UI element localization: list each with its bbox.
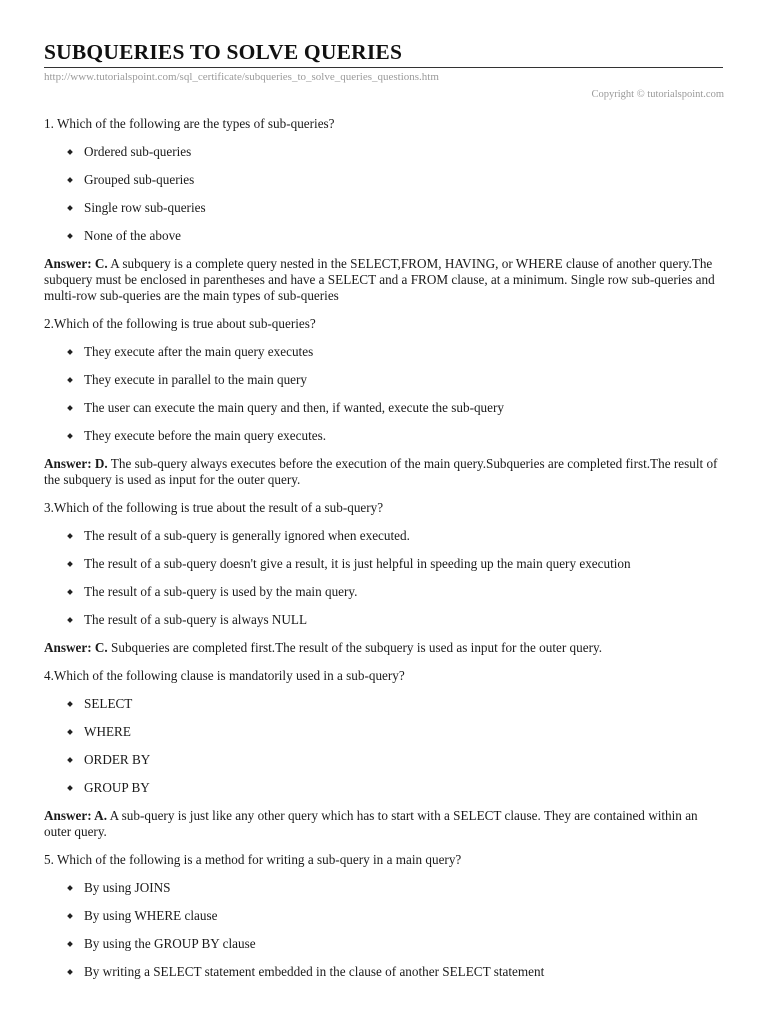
title-divider: [44, 67, 723, 68]
question-text: 2.Which of the following is true about sub-queries?: [44, 316, 316, 331]
answer-label: Answer: C.: [44, 640, 108, 655]
diamond-bullet-icon: [67, 757, 73, 763]
question-list: [44, 116, 724, 992]
question-block-2: [44, 316, 724, 488]
source-url-link[interactable]: http://www.tutorialspoint.com/sql_certificate/subqueries_to_solve_queries_questions.htm: [44, 71, 439, 83]
option-text: The result of a sub-query is used by the main query.: [84, 584, 358, 599]
option-item: [68, 936, 724, 952]
answer-explanation: [44, 808, 724, 840]
answer-text: A sub-query is just like any other query which has to start with a SELECT clause. They are contained within an outer query.: [44, 808, 698, 839]
answer-explanation: [44, 256, 724, 304]
diamond-bullet-icon: [67, 913, 73, 919]
question-text: 5. Which of the following is a method for writing a sub-query in a main query?: [44, 852, 462, 867]
diamond-bullet-icon: [67, 589, 73, 595]
diamond-bullet-icon: [67, 149, 73, 155]
question-block-5: [44, 852, 724, 980]
question-text: 4.Which of the following clause is mandatorily used in a sub-query?: [44, 668, 405, 683]
diamond-bullet-icon: [67, 561, 73, 567]
diamond-bullet-icon: [67, 785, 73, 791]
option-text: They execute in parallel to the main query: [84, 372, 307, 387]
option-text: The result of a sub-query is generally ignored when executed.: [84, 528, 410, 543]
question-block-3: [44, 500, 724, 656]
option-item: [68, 228, 724, 244]
option-list: [44, 144, 724, 244]
diamond-bullet-icon: [67, 233, 73, 239]
option-text: The result of a sub-query is always NULL: [84, 612, 308, 627]
question-text: 3.Which of the following is true about the result of a sub-query?: [44, 500, 384, 515]
option-item: [68, 696, 724, 712]
option-text: ORDER BY: [84, 752, 151, 767]
option-item: [68, 144, 724, 160]
option-text: They execute after the main query executes: [84, 344, 314, 359]
option-item: [68, 344, 724, 360]
option-list: [44, 880, 724, 980]
option-item: [68, 908, 724, 924]
diamond-bullet-icon: [67, 177, 73, 183]
answer-label: Answer: A.: [44, 808, 108, 823]
option-item: [68, 964, 724, 980]
option-item: [68, 172, 724, 188]
diamond-bullet-icon: [67, 885, 73, 891]
diamond-bullet-icon: [67, 701, 73, 707]
option-item: [68, 584, 724, 600]
option-item: [68, 724, 724, 740]
diamond-bullet-icon: [67, 405, 73, 411]
diamond-bullet-icon: [67, 729, 73, 735]
option-list: [44, 344, 724, 444]
option-text: WHERE: [84, 724, 131, 739]
page-title: SUBQUERIES TO SOLVE QUERIES: [44, 40, 403, 64]
option-item: [68, 372, 724, 388]
diamond-bullet-icon: [67, 349, 73, 355]
option-text: Grouped sub-queries: [84, 172, 195, 187]
option-text: None of the above: [84, 228, 182, 243]
diamond-bullet-icon: [67, 205, 73, 211]
option-text: By using the GROUP BY clause: [84, 936, 256, 951]
option-item: [68, 752, 724, 768]
option-text: By using JOINS: [84, 880, 171, 895]
answer-text: The sub-query always executes before the execution of the main query.Subqueries are completed first.The result of the subquery is used as input for the outer query.: [44, 456, 718, 487]
diamond-bullet-icon: [67, 377, 73, 383]
diamond-bullet-icon: [67, 533, 73, 539]
option-item: [68, 200, 724, 216]
option-text: The result of a sub-query doesn't give a result, it is just helpful in speeding up the main query execution: [84, 556, 631, 571]
diamond-bullet-icon: [67, 433, 73, 439]
answer-text: Subqueries are completed first.The result of the subquery is used as input for the outer query.: [107, 640, 603, 655]
option-list: [44, 696, 724, 796]
option-text: By writing a SELECT statement embedded in the clause of another SELECT statement: [84, 964, 545, 979]
answer-label: Answer: D.: [44, 456, 108, 471]
option-text: Single row sub-queries: [84, 200, 206, 215]
option-item: [68, 428, 724, 444]
option-text: They execute before the main query executes.: [84, 428, 327, 443]
diamond-bullet-icon: [67, 941, 73, 947]
question-block-4: [44, 668, 724, 840]
question-block-1: [44, 116, 724, 304]
option-item: [68, 780, 724, 796]
copyright-notice: Copyright © tutorialspoint.com: [591, 89, 724, 100]
option-item: [68, 556, 724, 572]
answer-label: Answer: C.: [44, 256, 108, 271]
diamond-bullet-icon: [67, 617, 73, 623]
option-item: [68, 880, 724, 896]
answer-text: A subquery is a complete query nested in the SELECT,FROM, HAVING, or WHERE clause of another query.The subquery must be enclosed in parentheses and have a SELECT and a FROM clause, at a minimum. Single row sub-queries and multi-row sub-queries are the main types of sub-queries: [44, 256, 715, 303]
option-text: Ordered sub-queries: [84, 144, 192, 159]
option-text: SELECT: [84, 696, 133, 711]
option-list: [44, 528, 724, 628]
option-text: By using WHERE clause: [84, 908, 218, 923]
option-item: [68, 612, 724, 628]
answer-explanation: [44, 456, 724, 488]
diamond-bullet-icon: [67, 969, 73, 975]
option-item: [68, 528, 724, 544]
answer-explanation: [44, 640, 724, 656]
question-text: 1. Which of the following are the types of sub-queries?: [44, 116, 335, 131]
option-item: [68, 400, 724, 416]
option-text: GROUP BY: [84, 780, 150, 795]
option-text: The user can execute the main query and then, if wanted, execute the sub-query: [84, 400, 504, 415]
